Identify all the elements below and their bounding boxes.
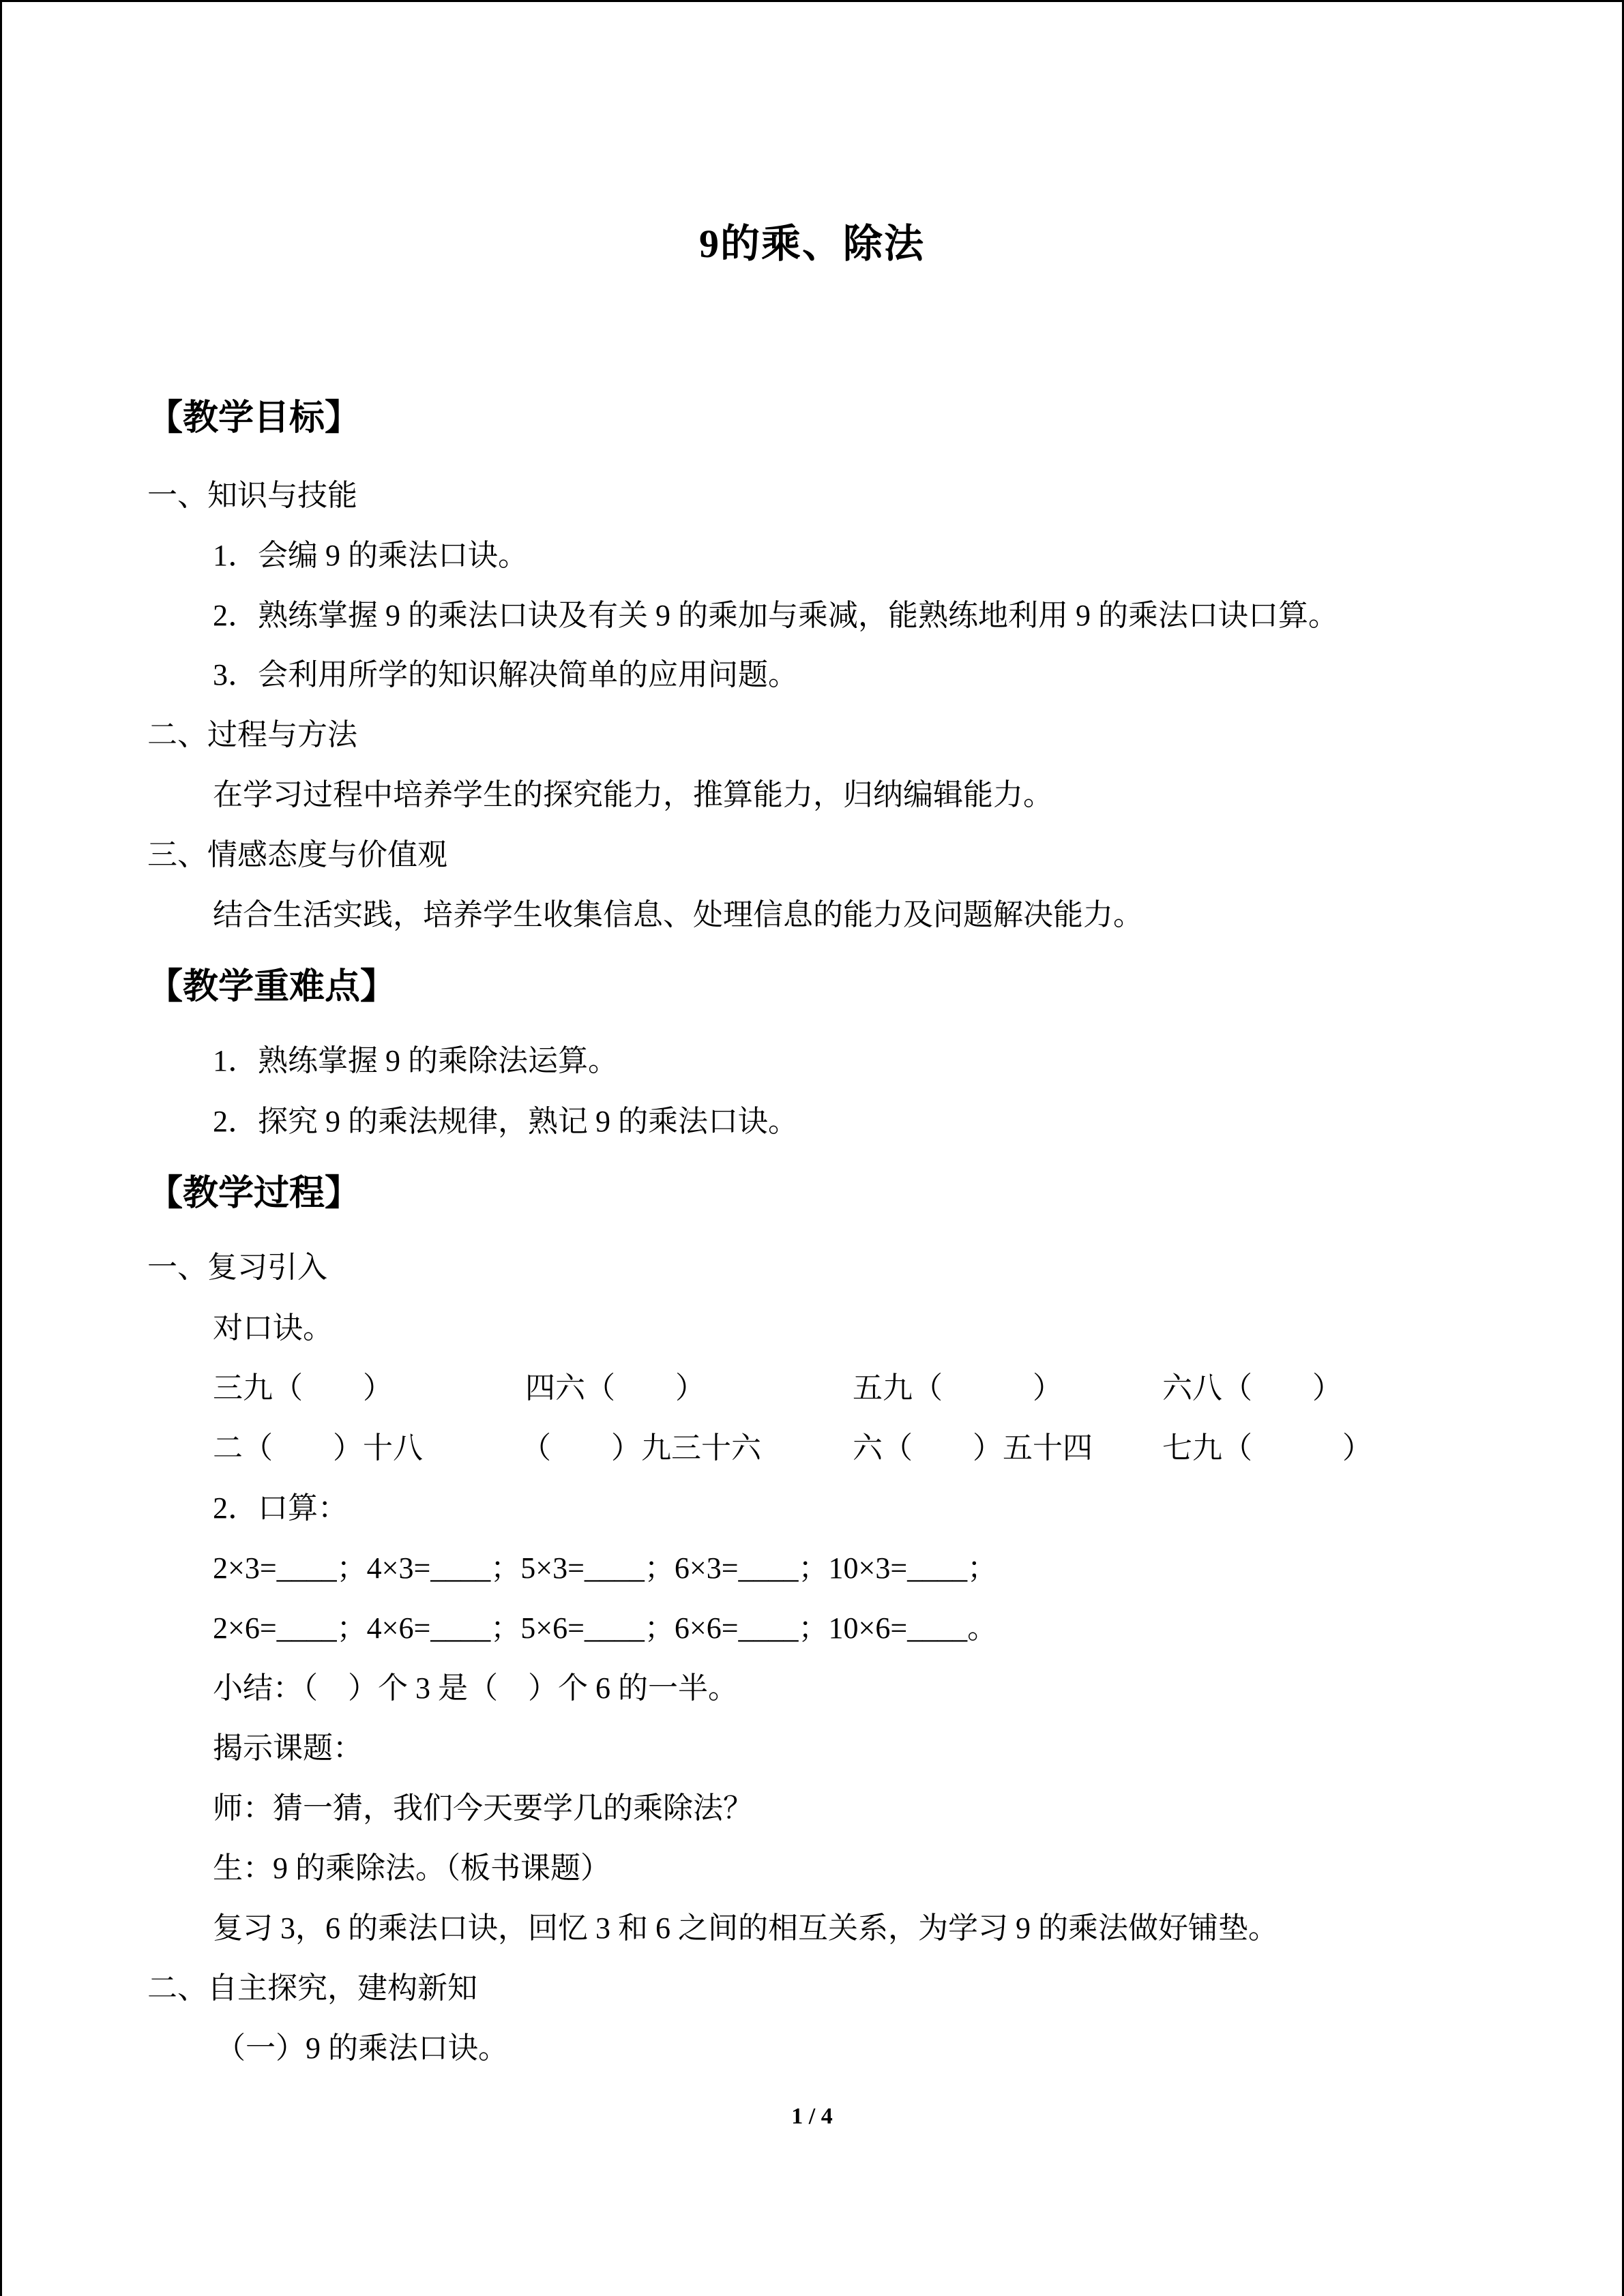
objective-item-3: 3．会利用所学的知识解决简单的应用问题。 bbox=[213, 658, 798, 691]
rhyme-blank: 七九（ ） bbox=[1162, 1431, 1372, 1465]
rhyme-row-1 bbox=[213, 1368, 1454, 1409]
rhyme-blank: 二（ ）十八 bbox=[213, 1431, 423, 1465]
objective-heading-attitude: 三、情感态度与价值观 bbox=[147, 838, 447, 871]
summary-text: 小结：（ ）个 3 是（ ）个 6 的一半。 bbox=[213, 1671, 738, 1705]
rhyme-blank: 六八（ ） bbox=[1162, 1371, 1342, 1405]
section-heading-objectives: 【教学目标】 bbox=[147, 399, 361, 438]
review-note: 复习 3，6 的乘法口诀，回忆 3 和 6 之间的相互关系，为学习 9 的乘法做好铺垫。 bbox=[213, 1911, 1278, 1945]
objective-attitude-text: 结合生活实践，培养学生收集信息、处理信息的能力及问题解决能力。 bbox=[213, 898, 1143, 931]
section-heading-process: 【教学过程】 bbox=[147, 1174, 361, 1213]
section-heading-key-points: 【教学重难点】 bbox=[147, 968, 396, 1007]
rhyme-blank: 五九（ ） bbox=[853, 1371, 1063, 1405]
teacher-question: 师：猜一猜，我们今天要学几的乘除法？ bbox=[213, 1791, 753, 1825]
reveal-topic-label: 揭示课题： bbox=[213, 1731, 363, 1765]
subsection-9-multiplication: （一）9 的乘法口诀。 bbox=[216, 2031, 508, 2065]
key-point-1: 1．熟练掌握 9 的乘除法运算。 bbox=[213, 1044, 618, 1077]
document-title: 9的乘、除法 bbox=[698, 222, 925, 266]
process-heading-review: 一、复习引入 bbox=[147, 1251, 327, 1284]
student-answer: 生：9 的乘除法。（板书课题） bbox=[213, 1851, 610, 1885]
rhyme-row-2 bbox=[213, 1428, 1454, 1469]
objective-heading-process: 二、过程与方法 bbox=[147, 718, 357, 751]
key-point-2: 2．探究 9 的乘法规律，熟记 9 的乘法口诀。 bbox=[213, 1105, 798, 1138]
rhyme-blank: 六（ ）五十四 bbox=[853, 1431, 1093, 1465]
objective-item-2: 2．熟练掌握 9 的乘法口诀及有关 9 的乘加与乘减，能熟练地利用 9 的乘法口诀口算。 bbox=[213, 599, 1338, 632]
objective-process-text: 在学习过程中培养学生的探究能力，推算能力，归纳编辑能力。 bbox=[213, 778, 1053, 811]
objective-item-1: 1．会编 9 的乘法口诀。 bbox=[213, 539, 528, 572]
mental-math-heading: 2．口算： bbox=[213, 1491, 348, 1525]
rhyme-blank: 三九（ ） bbox=[213, 1371, 393, 1405]
mental-math-row-1: 2×3=____；4×3=____；5×3=____；6×3=____；10×3=____； bbox=[213, 1551, 998, 1585]
process-heading-explore: 二、自主探究，建构新知 bbox=[147, 1971, 477, 2005]
rhyme-blank: 四六（ ） bbox=[525, 1371, 705, 1405]
process-rhyme-instruction: 对口诀。 bbox=[213, 1311, 333, 1345]
rhyme-blank: （ ）九三十六 bbox=[521, 1431, 761, 1465]
objective-heading-knowledge: 一、知识与技能 bbox=[147, 479, 357, 512]
page-number: 1 / 4 bbox=[791, 2104, 833, 2129]
mental-math-row-2: 2×6=____；4×6=____；5×6=____；6×6=____；10×6=____。 bbox=[213, 1611, 998, 1645]
